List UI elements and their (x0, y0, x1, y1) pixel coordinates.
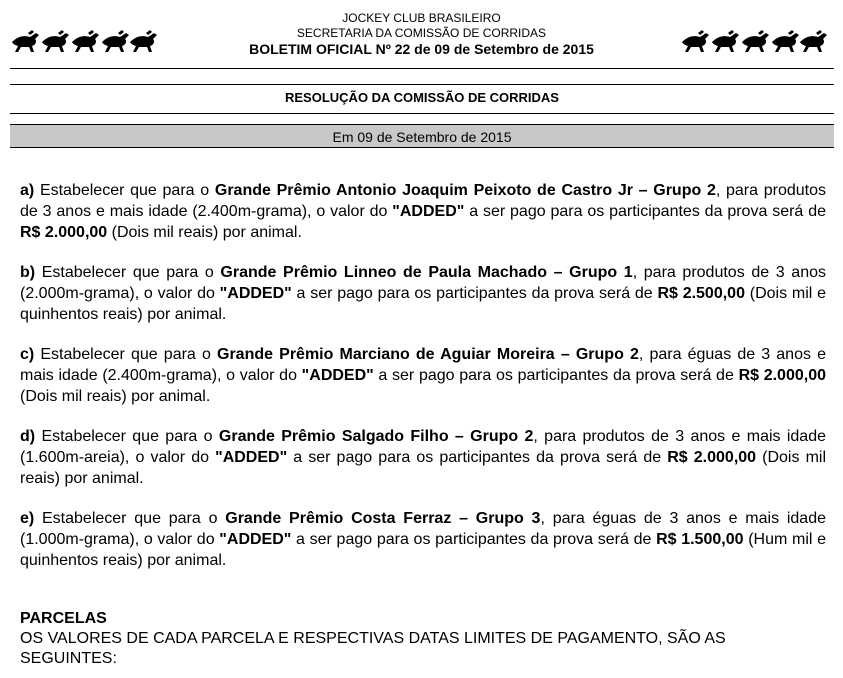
item-text: (Dois mil reais) por animal. (20, 388, 211, 405)
item-text: , para produtos de 3 anos e mais idade (1.600m-areia), o valor do (20, 428, 827, 466)
amount: R$ 2.500,00 (657, 285, 745, 302)
item-text: (Dois mil reais) por animal. (107, 224, 302, 241)
item-letter: a) (20, 182, 35, 199)
resolution-title: RESOLUÇÃO DA COMISSÃO DE CORRIDAS (285, 90, 559, 105)
secretariat-name: SECRETARIA DA COMISSÃO DE CORRIDAS (296, 26, 547, 40)
item-text: a ser pago para os participantes da prova será de (464, 203, 826, 220)
item-text: Estabelecer que para o (35, 264, 221, 281)
amount: R$ 2.000,00 (738, 367, 826, 384)
amount: R$ 1.500,00 (656, 531, 744, 548)
item-text: (Dois mil e quinhentos reais) por animal. (20, 285, 827, 323)
resolution-items (20, 180, 826, 590)
amount: R$ 2.000,00 (667, 449, 757, 466)
header-divider (10, 68, 834, 69)
added-label: "ADDED" (392, 203, 465, 220)
club-name: JOCKEY CLUB BRASILEIRO (342, 11, 501, 25)
bulletin-title: BOLETIM OFICIAL Nº 22 de 09 de Setembro de 2015 (249, 41, 594, 57)
item-letter: c) (20, 346, 35, 363)
item-text: Estabelecer que para o (35, 428, 219, 445)
item-text: (Dois mil reais) por animal. (20, 449, 827, 487)
amount: R$ 2.000,00 (20, 224, 108, 241)
item-letter: b) (20, 264, 36, 281)
item-text: , para produtos de 3 anos e mais idade (2.400m-grama), o valor do (20, 182, 827, 220)
item-text: (Hum mil e quinhentos reais) por animal. (20, 531, 827, 569)
race-name: Grande Prêmio Salgado Filho – Grupo 2 (218, 428, 534, 445)
race-name: Grande Prêmio Linneo de Paula Machado – Grupo 1 (220, 264, 633, 281)
race-name: Grande Prêmio Marciano de Aguiar Moreira – Grupo 2 (217, 346, 639, 363)
resolution-item (20, 426, 826, 489)
added-label: "ADDED" (301, 367, 374, 384)
added-label: "ADDED" (219, 285, 292, 302)
section-divider-bottom (10, 113, 834, 114)
racing-horses-icon (680, 24, 830, 54)
item-letter: d) (20, 428, 36, 445)
parcelas-section (20, 609, 826, 669)
added-label: "ADDED" (215, 449, 288, 466)
resolution-item (20, 262, 826, 325)
item-text: Estabelecer que para o (34, 182, 215, 199)
item-text: a ser pago para os participantes da prova será de (291, 531, 657, 548)
bulletin-header (0, 0, 843, 66)
race-name: Grande Prêmio Costa Ferraz – Grupo 3 (225, 510, 541, 527)
section-divider-top (10, 84, 834, 85)
resolution-date-bar: Em 09 de Setembro de 2015 (10, 124, 834, 148)
item-letter: e) (20, 510, 35, 527)
parcelas-title: PARCELAS (20, 610, 107, 627)
resolution-item (20, 344, 826, 407)
item-text: , para éguas de 3 anos e mais idade (1.000m-grama), o valor do (20, 510, 826, 548)
added-label: "ADDED" (219, 531, 292, 548)
race-name: Grande Prêmio Antonio Joaquim Peixoto de Castro Jr – Grupo 2 (214, 182, 716, 199)
item-text: a ser pago para os participantes da prova será de (291, 285, 658, 302)
item-text: a ser pago para os participantes da prova será de (287, 449, 668, 466)
item-text: , para produtos de 3 anos (2.000m-grama), o valor do (20, 264, 826, 302)
parcelas-text: OS VALORES DE CADA PARCELA E RESPECTIVAS DATAS LIMITES DE PAGAMENTO, SÃO AS SEGUINTES: (20, 630, 726, 667)
item-text: , para éguas de 3 anos e mais idade (2.400m-grama), o valor do (20, 346, 826, 384)
resolution-item (20, 180, 826, 243)
item-text: Estabelecer que para o (34, 510, 226, 527)
item-text: Estabelecer que para o (34, 346, 217, 363)
resolution-item (20, 508, 826, 571)
item-text: a ser pago para os participantes da prova será de (373, 367, 739, 384)
